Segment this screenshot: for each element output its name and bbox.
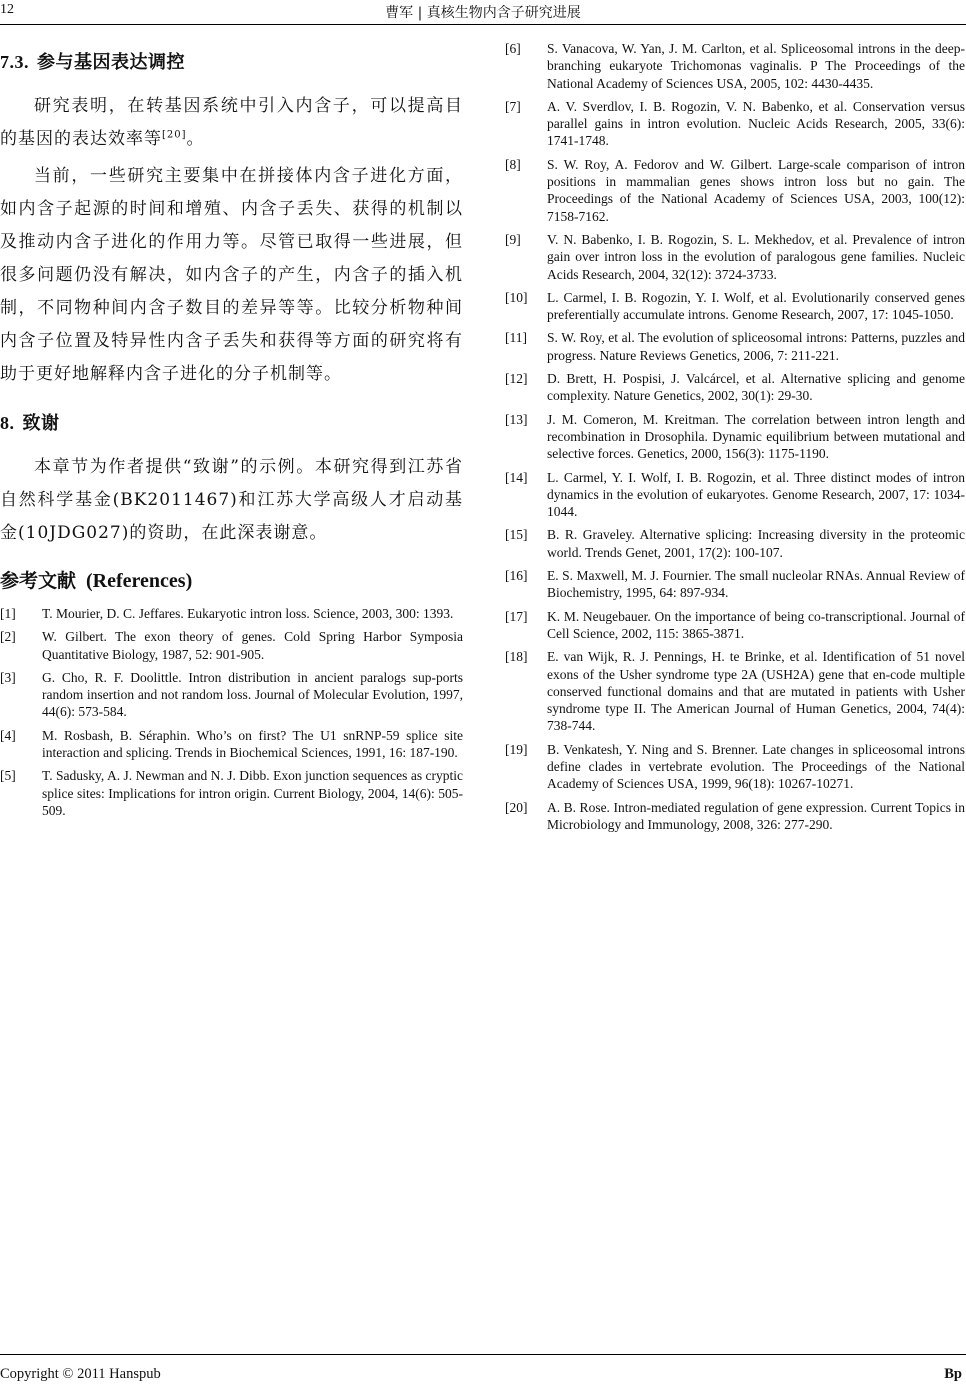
reference-text: A. B. Rose. Intron-mediated regulation of gene expression. Current Topics in Microbiology and Immunology, 2008, 326: 277-290. [547,799,965,832]
paragraph-text: 研究表明，在转基因系统中引入内含子，可以提高目的基因的表达效率等 [0,96,463,149]
paragraph-acknowledgement: 本章节为作者提供“致谢”的示例。本研究得到江苏省自然科学基金(BK2011467)和江苏大学高级人才启动基金(10JDG027)的资助，在此深表谢意。 [0,457,463,543]
references-heading [0,566,463,593]
reference-number: [6] [505,41,521,56]
reference-number: [20] [505,799,528,815]
reference-number: [2] [0,629,16,645]
reference-item [505,98,965,150]
reference-item [0,605,463,622]
section-title: 参与基因表达调控 [37,52,185,73]
reference-list-right [505,40,965,833]
citation-link[interactable]: [20] [162,129,187,141]
paragraph-outlook [0,160,463,391]
reference-number: [18] [505,649,528,665]
reference-number: [14] [505,469,528,485]
reference-text: W. Gilbert. The exon theory of genes. Cold Spring Harbor Symposia Quantitative Biology, 1987, 52: 901-905. [42,629,463,662]
reference-text: B. Venkatesh, Y. Ning and S. Brenner. Late changes in spliceosomal introns define clades in vertebrate evolution. The Proceedings of the National Academy of Sciences USA, 1999, 96(18): 10267-10271. [547,741,965,792]
paragraph-text: 当前，一些研究主要集中在拼接体内含子进化方面，如内含子起源的时间和增殖、内含子丢失、获得的机制以及推动内含子进化的作用力等。尽管已取得一些进展，但很多问题仍没有解决，如内含子的产生，内含子的插入机制，不同物种间内含子数目的差异等等。比较分析物种间内含子位置及特异性内含子丢失和获得等方面的研究将有助于更好地解释内含子进化的分子机制等。 [0,166,463,384]
reference-item [505,567,965,602]
section-7-3-heading [0,48,463,74]
page-header [0,0,966,26]
reference-item [505,329,965,364]
reference-number: [12] [505,371,528,387]
reference-number: [15] [505,527,528,543]
reference-text: T. Sadusky, A. J. Newman and N. J. Dibb. Exon junction sequences as cryptic splice sites: Implications for intron origin. Current Biology, 2004, 14(6): 505-509. [42,768,463,818]
reference-text: J. M. Comeron, M. Kreitman. The correlation between intron length and recombination in Drosophila. Dynamic equilibrium between mutational and selective forces. Genetics, 2000, 156(3): 1175-1190. [547,411,965,462]
page-footer [0,1354,966,1386]
reference-number: [17] [505,608,528,624]
reference-number: [8] [505,156,521,172]
reference-number: [7] [505,98,521,114]
references-title-cn: 参考文献 [0,570,77,592]
reference-number: [3] [0,669,16,685]
section-number: 7.3. [0,52,29,72]
section-title: 致谢 [22,413,60,434]
reference-text: B. R. Graveley. Alternative splicing: Increasing diversity in the proteomic world. Trends Genet, 2001, 17(2): 100-107. [547,527,965,560]
reference-item [505,799,965,834]
reference-number: [16] [505,568,528,584]
section-8-heading [0,409,463,435]
reference-item [0,767,463,819]
reference-text: S. W. Roy, et al. The evolution of spliceosomal introns: Patterns, puzzles and progress. Nature Reviews Genetics, 2006, 7: 211-221. [547,330,965,363]
references-title-en: (References) [86,570,193,592]
reference-list-left [0,605,463,819]
left-column [0,40,463,825]
reference-number: [19] [505,741,528,757]
reference-text: S. Vanacova, W. Yan, J. M. Carlton, et al. Spliceosomal introns in the deep-branching eukaryote Trichomonas vaginalis. P The Proceedings of the National Academy of Sciences USA, 2005, 102: 4430-4435. [547,41,965,91]
reference-text: L. Carmel, Y. I. Wolf, I. B. Rogozin, et al. Three distinct modes of intron dynamics in the evolution of eukaryotes. Genome Research, 2007, 17: 1034-1044. [547,469,965,520]
right-column [505,40,965,839]
reference-number: [13] [505,411,528,427]
reference-item [505,231,965,283]
reference-text: E. van Wijk, R. J. Pennings, H. te Brinke, et al. Identification of 51 novel exons of the Usher syndrome type 2A (USH2A) gene that en-code multiple conserved functional domains and that are mutated in patients with Usher syndrome type II. The American Journal of Human Genetics, 2004, 74(4): 738-744. [547,649,965,734]
reference-number: [1] [0,606,16,621]
reference-number: [10] [505,289,528,305]
reference-text: T. Mourier, D. C. Jeffares. Eukaryotic intron loss. Science, 2003, 300: 1393. [42,606,454,621]
reference-number: [4] [0,727,16,743]
journal-abbrev: Bp [944,1366,962,1382]
page-number: 12 [0,2,14,17]
reference-item [505,289,965,324]
reference-text: V. N. Babenko, I. B. Rogozin, S. L. Mekhedov, et al. Prevalence of intron gain over intron loss in the evolution of paralogous gene families. Nucleic Acids Research, 2004, 32(12): 3724-3733. [547,231,965,282]
reference-number: [9] [505,231,521,247]
reference-item [505,156,965,225]
reference-text: D. Brett, H. Pospisi, J. Valcárcel, et al. Alternative splicing and genome complexity. Nature Genetics, 2002, 30(1): 29-30. [547,371,965,404]
reference-item [505,469,965,521]
reference-text: A. V. Sverdlov, I. B. Rogozin, V. N. Babenko, et al. Conservation versus parallel gains in intron evolution. Nucleic Acids Research, 2005, 33(6): 1741-1748. [547,98,965,149]
reference-text: K. M. Neugebauer. On the importance of being co-transcriptional. Journal of Cell Science, 2002, 115: 3865-3871. [547,608,965,641]
header-rule [0,24,966,25]
paragraph-expression [0,90,463,156]
reference-text: E. S. Maxwell, M. J. Fournier. The small nucleolar RNAs. Annual Review of Biochemistry, 1995, 64: 897-934. [547,568,965,601]
running-title: 曹军 | 真核生物内含子研究进展 [385,5,581,21]
reference-item [505,40,965,92]
reference-item [505,411,965,463]
copyright-notice: Copyright © 2011 Hanspub [0,1366,161,1382]
reference-text: S. W. Roy, A. Fedorov and W. Gilbert. Large-scale comparison of intron positions in mammalian genes shows intron loss but no gain. The Proceedings of the National Academy of Sciences USA, 2003, 100(12): 7158-7162. [547,156,965,224]
reference-item [505,741,965,793]
reference-text: G. Cho, R. F. Doolittle. Intron distribution in ancient paralogs sup-ports random insertion and not random loss. Journal of Molecular Evolution, 1997, 44(6): 573-584. [42,669,463,720]
section-number: 8. [0,413,15,433]
reference-text: M. Rosbash, B. Séraphin. Who’s on first? The U1 snRNP-59 splice site interaction and splicing. Trends in Biochemical Sciences, 1991, 16: 187-190. [42,727,463,761]
paragraph-tail: 。 [186,129,205,149]
reference-number: [5] [0,768,16,784]
reference-number: [11] [505,330,527,346]
reference-text: L. Carmel, I. B. Rogozin, Y. I. Wolf, et al. Evolutionarily conserved genes preferentially accumulate introns. Genome Research, 2007, 17: 1045-1050. [547,289,965,323]
footer-rule [0,1354,966,1355]
reference-item [505,526,965,561]
reference-item [0,669,463,721]
reference-item [505,370,965,405]
reference-item [505,608,965,643]
reference-item [0,628,463,663]
reference-item [505,648,965,734]
reference-item [0,727,463,762]
